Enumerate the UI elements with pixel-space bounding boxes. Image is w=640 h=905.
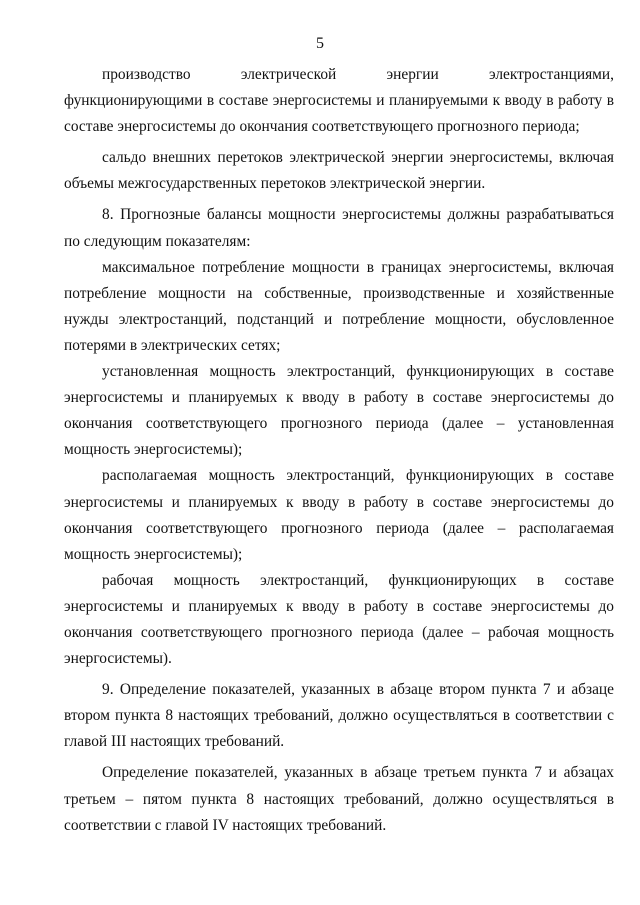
paragraph-available-capacity: располагаемая мощность электростанций, функционирующих в составе энергосистемы и планируемых к вводу в работу в составе энергосистемы до окончания соответствующего прогнозного периода (далее – располагаемая мощность энергосистемы);	[64, 467, 614, 563]
paragraph-working-capacity: рабочая мощность электростанций, функционирующих в составе энергосистемы и планируемых к вводу в работу в составе энергосистемы до окончания соответствующего прогнозного периода (далее – рабочая мощность энергосистемы).	[64, 571, 614, 668]
paragraph-external-flows: сальдо внешних перетоков электрической энергии энергосистемы, включая объемы межгосударственных перетоков электрической энергии.	[64, 149, 614, 193]
paragraph-determination-chapter-4: Определение показателей, указанных в абзаце третьем пункта 7 и абзацах третьем – пятом пункта 8 настоящих требований, должно осуществляться в соответствии с главой IV настоящих требований.	[64, 764, 614, 834]
paragraph-item-9: 9. Определение показателей, указанных в абзаце втором пункта 7 и абзаце втором пункта 8 настоящих требований, должно осуществляться в соответствии с главой III настоящих требований.	[64, 681, 614, 751]
page-number: 5	[316, 35, 324, 52]
paragraph-item-8: 8. Прогнозные балансы мощности энергосистемы должны разрабатываться по следующим показателям:	[64, 206, 614, 250]
document-body	[64, 62, 614, 839]
paragraph-max-consumption: максимальное потребление мощности в границах энергосистемы, включая потребление мощности на собственные, производственные и хозяйственные нужды электростанций, подстанций и потребление мощности, обусловленное потерями в электрических сетях;	[64, 258, 614, 354]
paragraph-electricity-production: производство электрической энергии электростанциями, функционирующими в составе энергосистемы и планируемыми к вводу в работу в составе энергосистемы до окончания соответствующего прогнозного периода;	[64, 66, 614, 136]
paragraph-installed-capacity: установленная мощность электростанций, функционирующих в составе энергосистемы и планируемых к вводу в работу в составе энергосистемы до окончания соответствующего прогнозного периода (далее – установленная мощность энергосистемы);	[64, 363, 614, 459]
